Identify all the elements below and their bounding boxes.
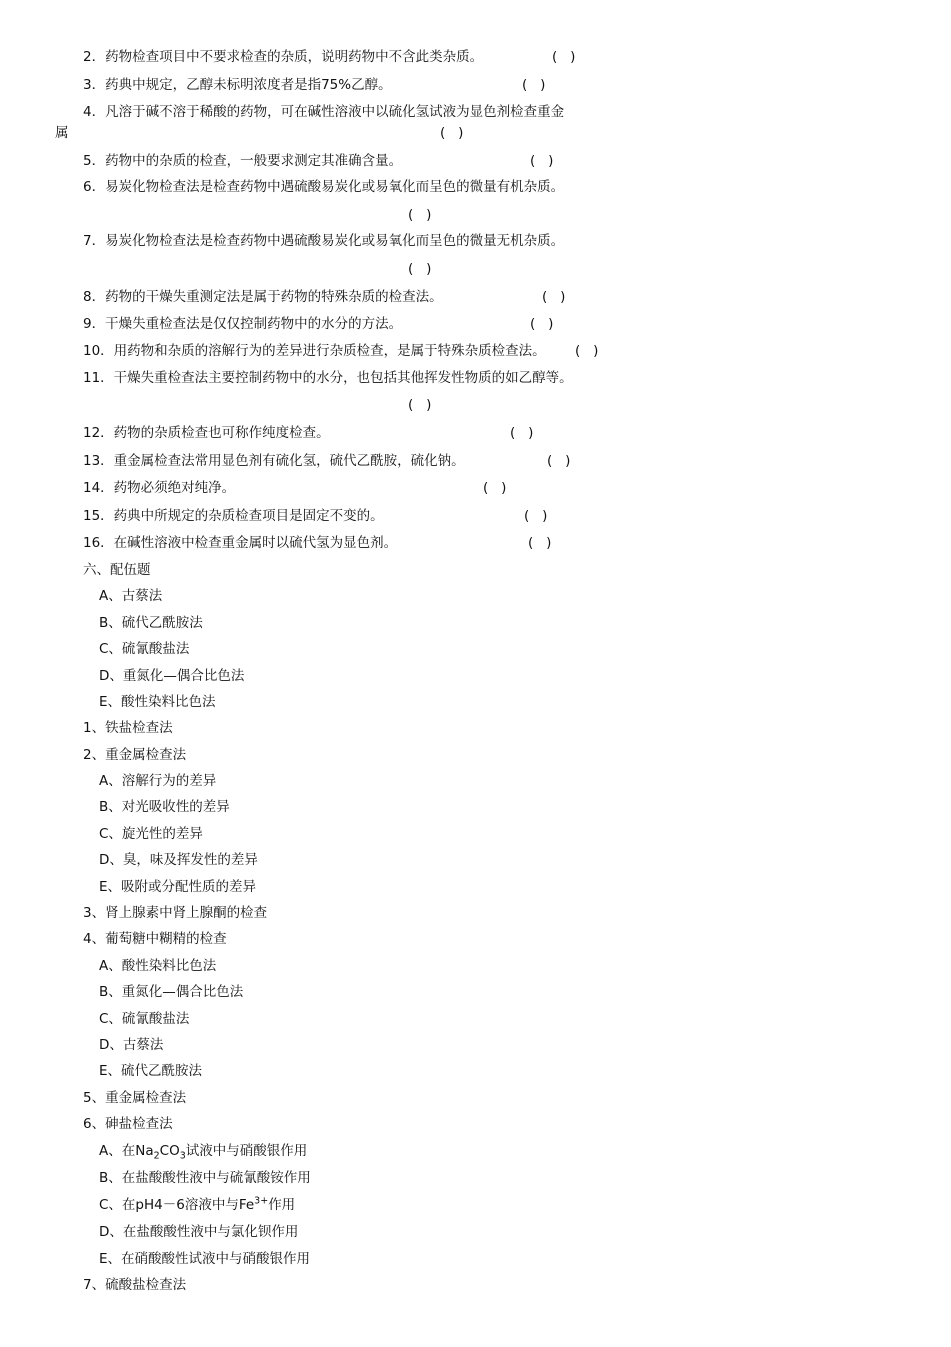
- option-c-prefix: C、在pH4－6溶液中与Fe: [99, 1197, 255, 1213]
- question-11: 11．干燥失重检查法主要控制药物中的水分，也包括其他挥发性物质的如乙醇等。: [83, 370, 573, 386]
- matching-item-4: 4、葡萄糖中糊精的检查: [83, 931, 227, 947]
- answer-blank: ( ): [483, 480, 507, 496]
- matching-item-1: 1、铁盐检查法: [83, 720, 173, 736]
- question-9: 9．干燥失重检查法是仅仅控制药物中的水分的方法。: [83, 316, 403, 332]
- answer-blank: ( ): [408, 261, 432, 277]
- answer-blank: ( ): [542, 289, 566, 305]
- option-e: E、硫代乙酰胺法: [99, 1063, 203, 1079]
- option-c: C、硫氰酸盐法: [99, 1011, 190, 1027]
- option-a: A、酸性染料比色法: [99, 958, 217, 974]
- option-d: D、古蔡法: [99, 1037, 164, 1053]
- question-5: 5．药物中的杂质的检查，一般要求测定其准确含量。: [83, 153, 403, 169]
- matching-item-5: 5、重金属检查法: [83, 1090, 187, 1106]
- answer-blank: ( ): [552, 49, 576, 65]
- question-3: 3．药典中规定，乙醇未标明浓度者是指75%乙醇。: [83, 77, 392, 93]
- option-b: B、硫代乙酰胺法: [99, 615, 203, 631]
- option-d: D、在盐酸酸性液中与氯化钡作用: [99, 1224, 299, 1240]
- answer-blank: ( ): [440, 125, 464, 141]
- question-12: 12．药物的杂质检查也可称作纯度检查。: [83, 425, 330, 441]
- answer-blank: ( ): [547, 453, 571, 469]
- option-b: B、重氮化—偶合比色法: [99, 984, 244, 1000]
- answer-blank: ( ): [408, 397, 432, 413]
- option-c: C、硫氰酸盐法: [99, 641, 190, 657]
- question-2: 2．药物检查项目中不要求检查的杂质，说明药物中不含此类杂质。: [83, 49, 484, 65]
- answer-blank: ( ): [530, 153, 554, 169]
- question-10: 10．用药物和杂质的溶解行为的差异进行杂质检查，是属于特殊杂质检查法。: [83, 343, 546, 359]
- matching-item-3: 3、肾上腺素中肾上腺酮的检查: [83, 905, 268, 921]
- option-b: B、对光吸收性的差异: [99, 799, 230, 815]
- option-e: E、吸附或分配性质的差异: [99, 879, 257, 895]
- option-a-suffix: 试液中与硝酸银作用: [185, 1143, 308, 1159]
- answer-blank: ( ): [530, 316, 554, 332]
- question-13: 13．重金属检查法常用显色剂有硫化氢，硫代乙酰胺，硫化钠。: [83, 453, 465, 469]
- option-c-suffix: 作用: [268, 1197, 296, 1213]
- answer-blank: ( ): [524, 508, 548, 524]
- matching-item-6: 6、砷盐检查法: [83, 1116, 173, 1132]
- matching-item-2: 2、重金属检查法: [83, 747, 187, 763]
- question-4-continuation: 属: [55, 125, 69, 141]
- option-d: D、重氮化—偶合比色法: [99, 668, 245, 684]
- answer-blank: ( ): [408, 207, 432, 223]
- subscript-2: 2: [153, 1150, 160, 1162]
- option-a: A、溶解行为的差异: [99, 773, 217, 789]
- option-b: B、在盐酸酸性液中与硫氰酸铵作用: [99, 1170, 311, 1186]
- question-4: 4．凡溶于碱不溶于稀酸的药物，可在碱性溶液中以硫化氢试液为显色剂检查重金: [83, 104, 565, 120]
- question-8: 8．药物的干燥失重测定法是属于药物的特殊杂质的检查法。: [83, 289, 443, 305]
- matching-item-7: 7、硫酸盐检查法: [83, 1277, 187, 1293]
- option-c: [99, 1196, 295, 1214]
- question-6: 6．易炭化物检查法是检查药物中遇硫酸易炭化或易氧化而呈色的微量有机杂质。: [83, 179, 565, 195]
- option-a: [99, 1142, 307, 1160]
- option-e: E、酸性染料比色法: [99, 694, 216, 710]
- question-16: 16．在碱性溶液中检查重金属时以硫代氢为显色剂。: [83, 535, 398, 551]
- answer-blank: ( ): [510, 425, 534, 441]
- answer-blank: ( ): [575, 343, 599, 359]
- question-7: 7．易炭化物检查法是检查药物中遇硫酸易炭化或易氧化而呈色的微量无机杂质。: [83, 233, 565, 249]
- subscript-3: 3: [179, 1150, 186, 1162]
- answer-blank: ( ): [522, 77, 546, 93]
- option-a: A、古蔡法: [99, 588, 163, 604]
- option-e: E、在硝酸酸性试液中与硝酸银作用: [99, 1251, 311, 1267]
- option-c: C、旋光性的差异: [99, 826, 203, 842]
- section-title: 六、配伍题: [83, 562, 151, 578]
- option-d: D、臭，味及挥发性的差异: [99, 852, 258, 868]
- question-15: 15．药典中所规定的杂质检查项目是固定不变的。: [83, 508, 384, 524]
- answer-blank: ( ): [528, 535, 552, 551]
- question-14: 14．药物必须绝对纯净。: [83, 480, 236, 496]
- option-a-formula: CO: [159, 1143, 180, 1159]
- option-a-prefix: A、在Na: [99, 1143, 154, 1159]
- superscript-3plus: 3+: [254, 1195, 269, 1207]
